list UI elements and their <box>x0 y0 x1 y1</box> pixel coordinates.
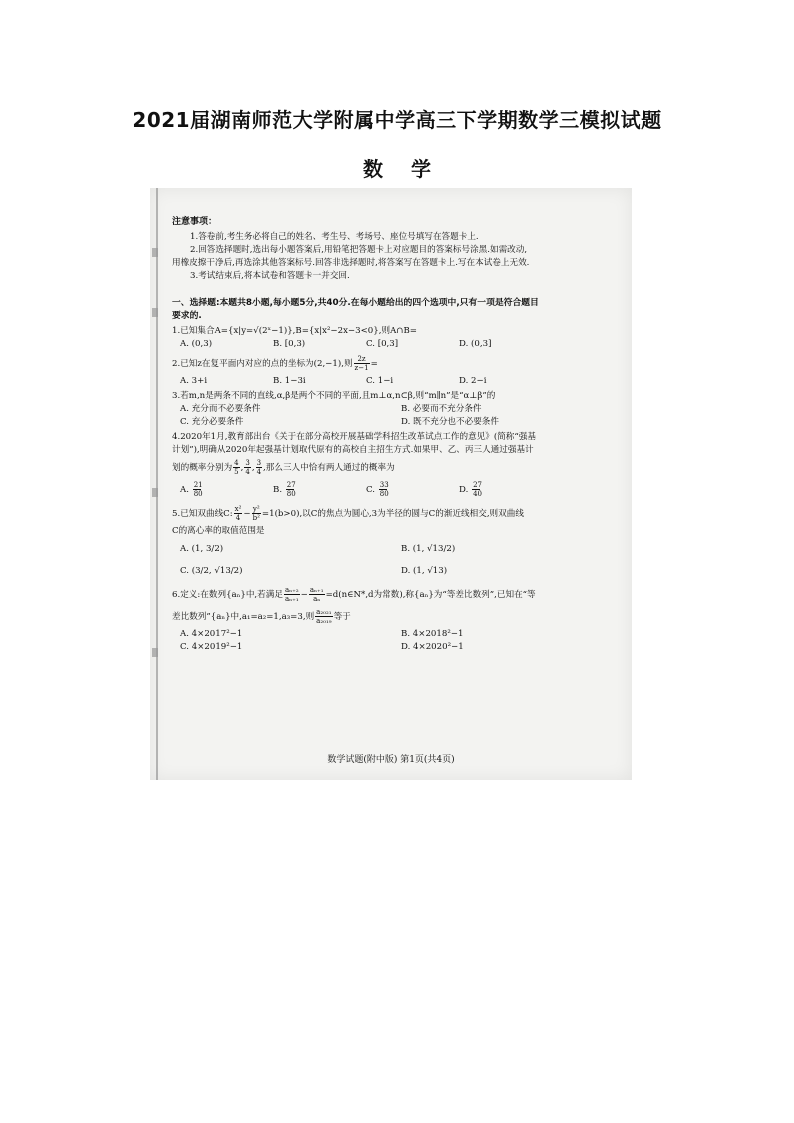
option-d: D. 4×2020²−1 <box>401 642 464 652</box>
notice-heading: 注意事项： <box>172 217 218 227</box>
scanned-exam-page <box>150 188 632 780</box>
stem-text: 划的概率分别为 <box>172 463 233 473</box>
fraction: $\frac{\text{y²}}{\text{b²}}$ <box>252 505 260 522</box>
notice-item: 用橡皮擦干净后,再选涂其他答案标号.回答非选择题时,将答案写在答题卡上.写在本试卷上无效. <box>172 258 530 268</box>
question-5 <box>172 503 622 582</box>
option-c: C. 1−i <box>366 376 394 386</box>
section-heading <box>172 297 622 323</box>
binding-mark <box>152 648 158 657</box>
section-line: 一、选择题:本题共8小题,每小题5分,共40分.在每小题给出的四个选项中,只有一项是符合题目 <box>172 298 539 308</box>
fraction <box>256 459 262 476</box>
denominator: 5 <box>234 468 239 476</box>
stem-text: 6.定义:在数列{aₙ}中,若满足 <box>172 590 283 600</box>
options <box>172 628 622 641</box>
option-d: D. $\frac{27}{40}$ <box>459 481 482 498</box>
notice-item: 3.考试结束后,将本试卷和答题卡一并交回. <box>190 271 350 281</box>
numerator: 3 <box>256 459 262 467</box>
option-a: A. $\frac{21}{80}$ <box>180 481 203 498</box>
options <box>172 375 622 388</box>
notice-item: 1.答卷前,考生务必将自己的姓名、考生号、考场号、座位号填写在答题卡上. <box>190 232 479 242</box>
stem-text: =d(n∈N*,d为常数),称{aₙ}为“等差比数列”,已知在“等 <box>325 590 536 600</box>
question-4 <box>172 431 622 501</box>
numerator: 4 <box>234 459 239 467</box>
stem-text: 等于 <box>333 612 351 622</box>
question-stem: C的离心率的取值范围是 <box>172 526 265 536</box>
stem-text: =1(b>0),以C的焦点为圆心,3为半径的圆与C的渐近线相交,则双曲线 <box>261 509 524 519</box>
question-stem: 划的概率分别为 $\frac{4}{5}$ , $\frac{3}{4}$ , $\frac{3}{4}$ ,那么三人中恰有两人通过的概率为 <box>172 459 395 476</box>
option-d: D. (1, √13) <box>401 566 448 576</box>
stem-text: 差比数列”{aₙ}中,a₁=a₂=1,a₃=3,则 <box>172 612 315 622</box>
options <box>172 560 622 582</box>
fraction: $\frac{\text{x²}}{4}$ <box>234 505 242 522</box>
option-a: A. (0,3) <box>180 339 213 349</box>
options <box>172 338 622 351</box>
option-d: D. 既不充分也不必要条件 <box>401 417 499 427</box>
page-footer: 数学试题(附中版) 第1页(共4页) <box>327 755 455 765</box>
question-stem <box>172 606 622 628</box>
option-c: C. $\frac{33}{80}$ <box>366 481 389 498</box>
question-1 <box>172 325 622 351</box>
stem-text: 5.已知双曲线C: <box>172 509 233 519</box>
binding-mark <box>152 308 158 317</box>
option-b: B. 4×2018²−1 <box>401 629 464 639</box>
fraction: $\frac{\text{a₂₀₂₁}}{\text{a₂₀₁₉}}$ <box>316 608 332 625</box>
options <box>172 479 622 501</box>
option-d: D. (0,3] <box>459 339 492 349</box>
question-stem: 3.若m,n是两条不同的直线,α,β是两个不同的平面,且m⊥α,n⊂β,则“m∥n”是“α⊥β”的 <box>172 391 496 401</box>
question-stem: 6.定义:在数列{aₙ}中,若满足 $\frac{\text{aₙ₊₂}}{\text{aₙ₊₁}}$ − $\frac{\text{aₙ₊₁}}{\text{aₙ}}$ =d(n∈N*,d为常数),称{aₙ}为“等差比数列”,已知在“等 <box>172 586 536 603</box>
binding-mark <box>152 248 158 257</box>
document-title: 2021届湖南师范大学附属中学高三下学期数学三模拟试题 <box>132 108 662 132</box>
question-stem <box>172 353 622 375</box>
option-a: A. 充分而不必要条件 <box>180 404 261 414</box>
stem-text: ,那么三人中恰有两人通过的概率为 <box>263 463 395 473</box>
option-c: C. 充分必要条件 <box>180 417 244 427</box>
section-line: 要求的. <box>172 311 202 321</box>
numerator: 2z <box>354 355 370 364</box>
fraction <box>244 459 250 476</box>
question-stem: 4.2020年1月,教育部出台《关于在部分高校开展基础学科招生改革试点工作的意见》(简称“强基 <box>172 432 536 442</box>
options <box>172 403 622 416</box>
option-d: D. 2−i <box>459 376 487 386</box>
notice-item: 2.回答选择题时,选出每小题答案后,用铅笔把答题卡上对应题目的答案标号涂黑.如需改动, <box>190 245 528 255</box>
option-a: A. 3+i <box>180 376 208 386</box>
question-stem: 计划”),明确从2020年起强基计划取代原有的高校自主招生方式.如果甲、乙、丙三人通过强基计 <box>172 445 534 455</box>
fraction <box>354 355 370 372</box>
options <box>172 538 622 560</box>
fraction: $\frac{\text{aₙ₊₁}}{\text{aₙ}}$ <box>309 586 324 603</box>
question-6 <box>172 584 622 654</box>
options <box>172 416 622 429</box>
question-2 <box>172 353 622 388</box>
options <box>172 641 622 654</box>
stem-text: 2.已知z在复平面内对应的点的坐标为(2,−1),则 <box>172 359 353 369</box>
option-c: C. (3/2, √13/2) <box>180 566 243 576</box>
option-a: A. (1, 3/2) <box>180 544 224 554</box>
numerator: 3 <box>245 459 250 467</box>
question-3 <box>172 390 622 429</box>
option-c: C. [0,3] <box>366 339 399 349</box>
subject-heading: 数学 <box>363 157 459 181</box>
fraction <box>233 459 239 476</box>
option-b: B. [0,3) <box>273 339 306 349</box>
denominator: 4 <box>256 468 262 476</box>
option-b: B. 必要而不充分条件 <box>401 404 482 414</box>
denominator: z−1 <box>354 364 369 372</box>
option-b: B. (1, √13/2) <box>401 544 456 554</box>
option-c: C. 4×2019²−1 <box>180 642 243 652</box>
stem-text: = <box>370 359 378 369</box>
binding-mark <box>152 488 158 497</box>
fraction: $\frac{\text{aₙ₊₂}}{\text{aₙ₊₁}}$ <box>284 586 299 603</box>
option-b: B. 1−3i <box>273 376 306 386</box>
question-stem: 5.已知双曲线C: $\frac{\text{x²}}{4}$ − $\frac{\text{y²}}{\text{b²}}$ =1(b>0),以C的焦点为圆心,3为半径的圆与C的渐近线相交,则双曲线 <box>172 505 524 522</box>
denominator: 4 <box>245 468 250 476</box>
binding-edge <box>156 188 158 780</box>
option-a: A. 4×2017²−1 <box>180 629 243 639</box>
option-b: B. $\frac{27}{80}$ <box>273 481 296 498</box>
question-stem: 1.已知集合A={x|y=√(2ˣ−1)},B={x|x²−2x−3<0},则A∩B= <box>172 326 417 336</box>
exam-content <box>172 216 622 654</box>
